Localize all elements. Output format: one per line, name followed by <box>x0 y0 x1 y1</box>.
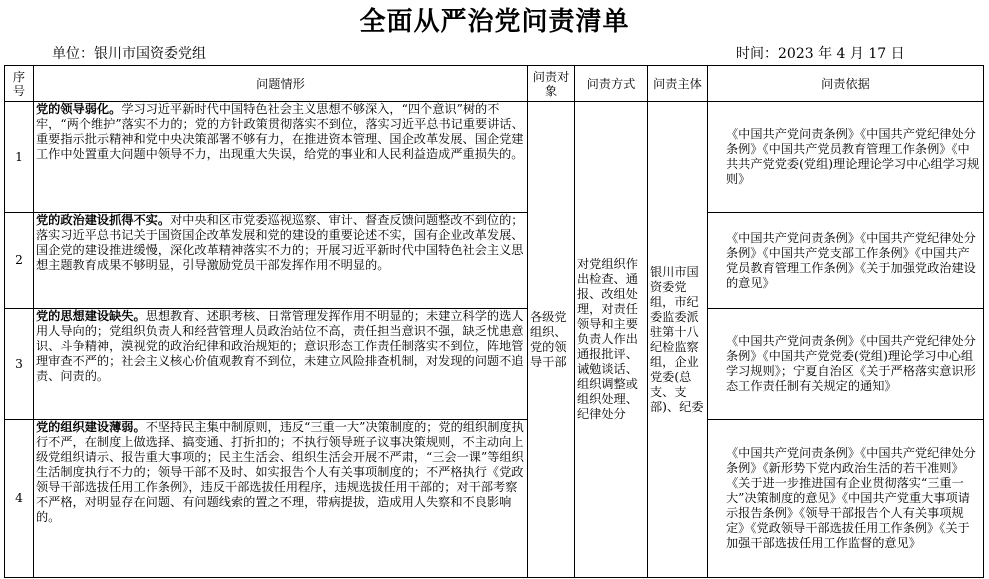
header-row <box>5 66 984 102</box>
table-row <box>5 102 984 213</box>
issue-cell <box>34 420 528 578</box>
table-row <box>5 309 984 420</box>
issue-text: 对中央和区市党委巡视巡察、审计、督查反馈问题整改不到位的；落实习近平总书记关于国资国企改革发展和党的建设的重要论述不实，国有企业改革发展、国企党的建设推进缓慢，深化改革精神落实不力的；开展习近平新时代中国特色社会主义思想主题教育成果不够明显，引导激励党员干部发挥作用不明显的。 <box>36 213 524 272</box>
issue-title: 党的组织建设薄弱。 <box>36 420 146 434</box>
unit-label: 单位：银川市国资委党组 <box>52 46 206 62</box>
basis-text: 《中国共产党问责条例》《中国共产党纪律处分条例》《中国共产党党委(党组)理论学习中心组学习规则》；宁夏自治区《关于严格落实意识形态工作责任制有关规定的通知》 <box>726 334 976 393</box>
basis-cell <box>708 102 984 213</box>
table-row <box>5 213 984 309</box>
basis-text: 《中国共产党问责条例》《中国共产党纪律处分条例》《中国共产党支部工作条例》《中国共产党员教育管理工作条例》《关于加强党政治建设的意见》 <box>726 230 976 290</box>
basis-cell <box>708 420 984 578</box>
issue-title: 党的思想建设缺失。 <box>36 309 146 323</box>
basis-cell <box>708 309 984 420</box>
date-label: 时间：2023 年 4 月 17 日 <box>736 46 905 62</box>
header-basis: 问责依据 <box>708 66 984 102</box>
header-issue: 问题情形 <box>34 66 528 102</box>
accountability-subject: 银川市国资委党组，市纪委监委派驻第十八纪检监察组，企业党委(总支、支部)、纪委 <box>648 102 708 578</box>
header-target: 问责对象 <box>528 66 575 102</box>
issue-text: 学习习近平新时代中国特色社会主义思想不够深入，“四个意识”树的不牢，“两个维护”落实不力的；党的方针政策贯彻落实不到位，落实习近平总书记重要讲话、重要指示批示精神和党中央决策部署不够有力，在推进资本管理、国企改革发展、国企党建工作中处置重大问题中领导不力，出现重大失误，给党的事业和人民利益造成严重损失的。 <box>36 102 524 161</box>
accountability-table <box>4 65 984 578</box>
row-number: 3 <box>5 309 34 420</box>
issue-text: 思想教育、述职考核、日常管理发挥作用不明显的；未建立科学的选人用人导向的；党组织负责人和经营管理人员政治站位不高，责任担当意识不强，缺乏忧患意识、斗争精神，漠视党的政治纪律和政治规矩的；意识形态工作责任制落实不到位，阵地管理审查不严的；社会主义核心价值观教育不到位，未建立风险排查机制，对发现的问题不追责、问责的。 <box>36 309 524 383</box>
issue-cell <box>34 309 528 420</box>
row-number: 1 <box>5 102 34 213</box>
row-number: 2 <box>5 213 34 309</box>
issue-title: 党的领导弱化。 <box>36 102 122 116</box>
header-seq: 序号 <box>5 66 34 102</box>
page-title: 全面从严治党问责清单 <box>359 7 630 37</box>
header-method: 问责方式 <box>575 66 648 102</box>
issue-title: 党的政治建设抓得不实。 <box>36 213 171 227</box>
accountability-target: 各级党组织、党的领导干部 <box>528 102 575 578</box>
basis-text: 《中国共产党问责条例》《中国共产党纪律处分条例》《中国共产党员教育管理工作条例》《中共共产党党委(党组)理论理论学习中心组学习规则》 <box>726 127 980 186</box>
issue-cell <box>34 213 528 309</box>
row-number: 4 <box>5 420 34 578</box>
issue-cell <box>34 102 528 213</box>
issue-text: 不坚持民主集中制原则，违反“三重一大”决策制度的；党的组织制度执行不严，在制度上做选择、搞变通、打折扣的；不执行领导班子议事决策规则，不主动向上级党组织请示、报告重大事项的；民主生活会、组织生活会开展不严肃，“三会一课”等组织生活制度执行不力的；领导干部不及时、如实报告个人有关事项制度的；不严格执行《党政领导干部选拔任用工作条例》，违反干部选拔任用程序，违规选拔任用干部的；对干部考察不严格，对明显存在问题、有问题线索的置之不理，带病提拔，造成用人失察和不良影响的。 <box>36 420 524 524</box>
header-subject: 问责主体 <box>648 66 708 102</box>
accountability-method: 对党组织作出检查、通报、改组处理，对责任领导和主要负责人作出通报批评、诫勉谈话、组织调整或组织处理、纪律处分 <box>575 102 648 578</box>
basis-cell <box>708 213 984 309</box>
basis-text: 《中国共产党问责条例》《中国共产党纪律处分条例》《新形势下党内政治生活的若干准则》《关于进一步推进国有企业贯彻落实“三重一大”决策制度的意见》《中国共产党重大事项请示报告条例》《领导干部报告个人有关事项规定》《党政领导干部选拔任用工作条例》《关于加强干部选拔任用工作监督的意见》 <box>726 446 976 550</box>
table-row <box>5 420 984 578</box>
